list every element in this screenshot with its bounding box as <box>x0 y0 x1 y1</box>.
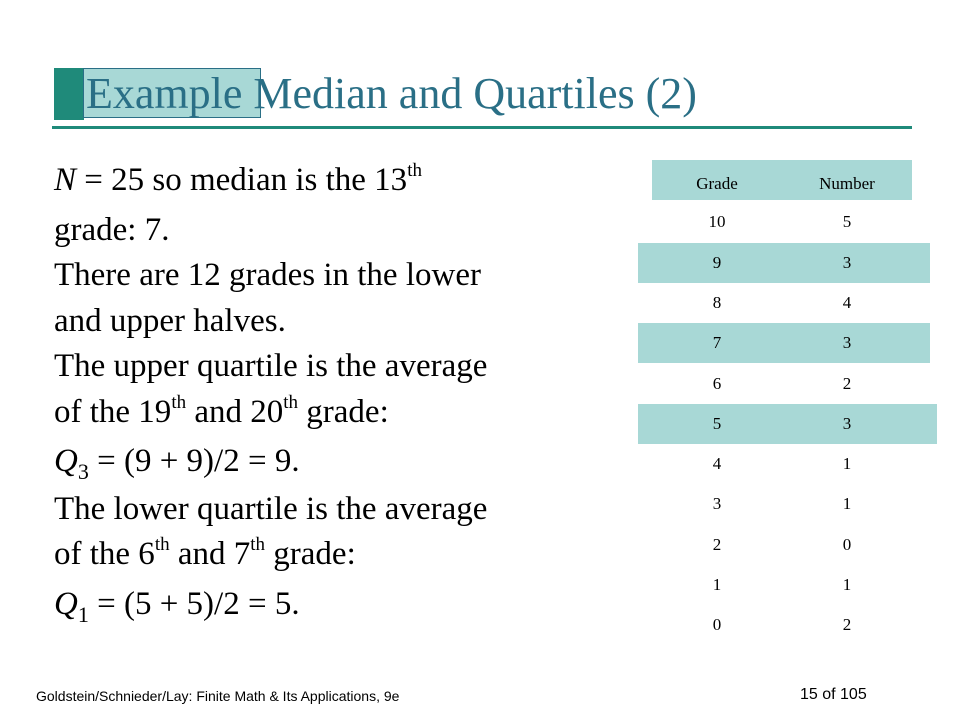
body-line-2: grade: 7. <box>54 211 170 248</box>
cell-grade: 2 <box>712 534 722 554</box>
line-9-part-c: grade: <box>265 536 356 572</box>
body-line-3: There are 12 grades in the lower <box>54 257 481 293</box>
cell-grade: 6 <box>712 373 722 393</box>
line-9-part-b: and 7 <box>169 536 251 572</box>
cell-number: 1 <box>842 454 852 474</box>
body-line-7 <box>54 439 634 487</box>
cell-number: 3 <box>842 252 852 272</box>
page-number: 15 of 105 <box>800 686 867 703</box>
body-line-1 <box>54 158 634 208</box>
title-highlight-word: Example <box>86 69 243 118</box>
cell-number: 5 <box>842 212 852 232</box>
cell-number: 2 <box>842 615 852 635</box>
footer-source: Goldstein/Schnieder/Lay: Finite Math & Its Applications, 9e <box>36 688 400 704</box>
cell-number: 0 <box>842 534 852 554</box>
cell-grade: 3 <box>712 494 722 514</box>
cell-grade: 1 <box>712 575 722 594</box>
line-1-text: = 25 so median is the 13 <box>76 162 408 198</box>
cell-number: 1 <box>842 494 852 514</box>
ordinal-suffix: th <box>250 534 266 555</box>
q3-formula: = (9 + 9)/2 = 9. <box>88 443 300 479</box>
cell-number: 3 <box>842 333 852 353</box>
title-rest: Median and Quartiles (2) <box>242 69 697 118</box>
line-6-part-a: of the 19 <box>54 393 172 430</box>
cell-grade: 8 <box>712 292 722 312</box>
body-line-5: The upper quartile is the average <box>54 348 488 384</box>
variable-n: N <box>54 162 77 198</box>
title-accent-block <box>54 68 84 120</box>
header-number: Number <box>819 174 875 193</box>
cell-number: 2 <box>842 373 852 393</box>
line-6-part-c: grade: <box>298 393 389 430</box>
subscript: 1 <box>77 601 89 627</box>
cell-grade: 0 <box>712 615 722 635</box>
ordinal-suffix: th <box>154 534 170 555</box>
cell-grade: 7 <box>712 333 722 353</box>
ordinal-suffix: th <box>283 391 299 413</box>
slide-title <box>86 64 697 124</box>
line-6-part-b: and 20 <box>186 393 284 430</box>
variable-q: Q <box>54 585 78 622</box>
cell-grade: 5 <box>712 413 722 433</box>
cell-grade: 4 <box>712 454 722 474</box>
body-line-9 <box>54 532 634 582</box>
line-9-part-a: of the 6 <box>54 536 155 572</box>
variable-q: Q <box>54 443 78 479</box>
subscript: 3 <box>77 459 89 484</box>
body-line-8: The lower quartile is the average <box>54 490 488 527</box>
cell-number: 1 <box>842 575 852 594</box>
cell-grade: 9 <box>712 252 722 272</box>
header-grade: Grade <box>696 174 738 193</box>
cell-number: 4 <box>842 292 852 312</box>
ordinal-suffix: th <box>171 391 187 413</box>
body-text <box>54 158 634 629</box>
cell-grade: 10 <box>708 212 726 232</box>
ordinal-suffix: th <box>407 160 422 181</box>
body-line-6 <box>54 390 634 440</box>
cell-number: 3 <box>842 413 852 433</box>
body-line-10 <box>54 582 634 630</box>
body-line-4: and upper halves. <box>54 302 286 339</box>
title-rule <box>52 126 912 129</box>
q1-formula: = (5 + 5)/2 = 5. <box>88 585 300 622</box>
